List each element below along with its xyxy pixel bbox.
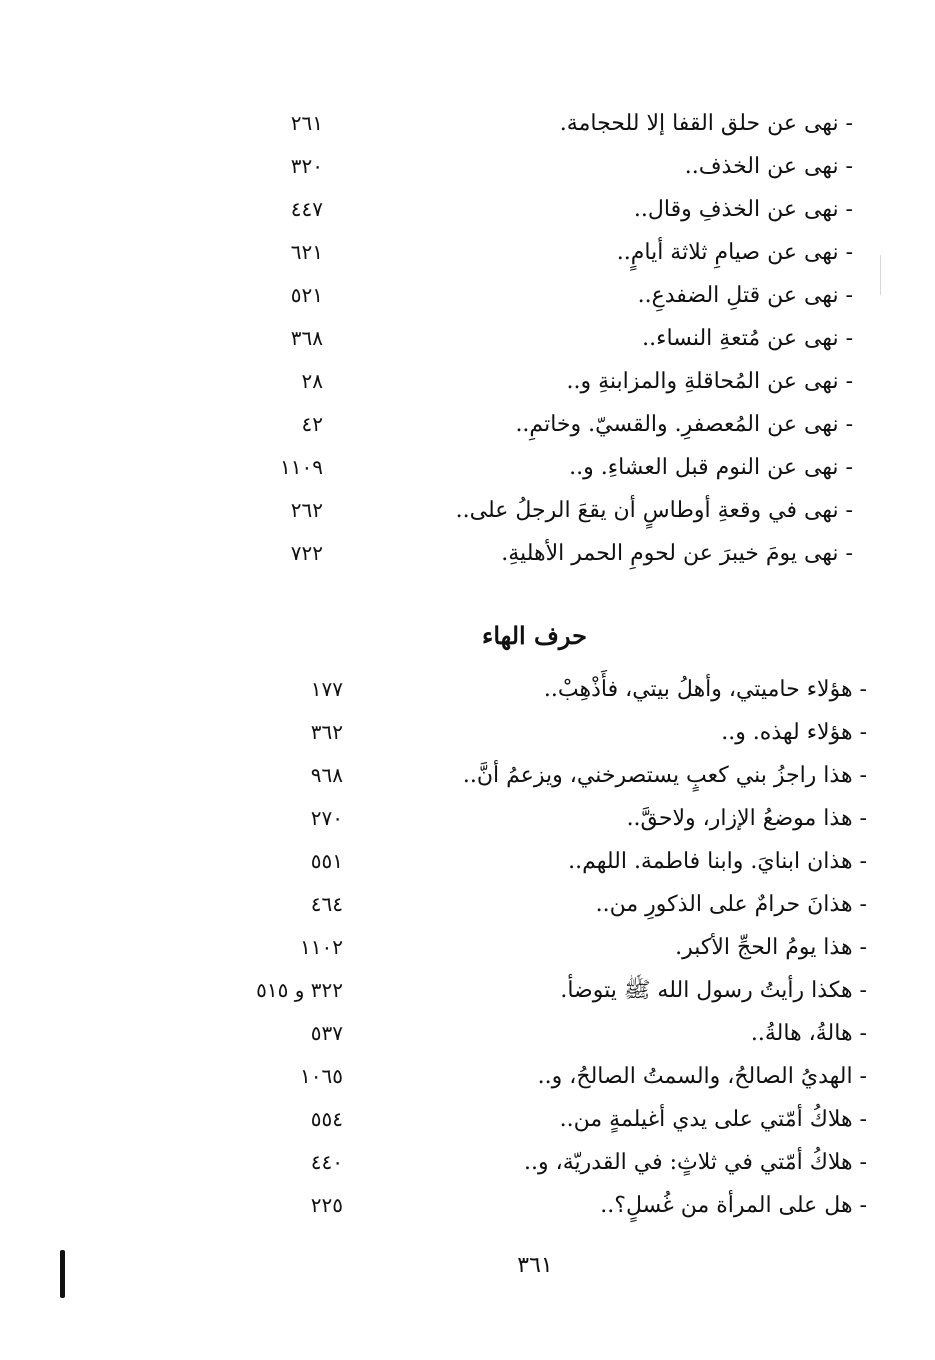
entry-page-number: ٤٢: [301, 412, 323, 436]
entry-page-number: ٥٢١: [290, 283, 323, 307]
entry-page-number: ٤٦٤: [310, 892, 343, 916]
entry-page-number: ١٧٧: [310, 677, 343, 701]
entry-page-number: ٤٤٠: [310, 1150, 343, 1174]
entry-page-number: ٣٢٢ و ٥١٥: [256, 978, 343, 1002]
entry-text: - نهى عن الخذف..: [684, 154, 853, 179]
entry-text: - نهى عن المُحاقلةِ والمزابنةِ و..: [566, 369, 853, 394]
entry-text: - هالةُ، هالةُ..: [750, 1021, 867, 1046]
entry-page-number: ٣٦٨: [290, 326, 323, 350]
entry-page-number: ٢٨: [301, 369, 323, 393]
entry-page-number: ١١٠٢: [300, 935, 343, 959]
entry-text: - هكذا رأيتُ رسول الله ﷺ يتوضأ.: [560, 978, 867, 1003]
entry-text: - نهى عن الخذفِ وقال..: [633, 197, 853, 222]
entry-page-number: ٣٢٠: [290, 154, 323, 178]
entry-page-number: ١١٠٩: [280, 455, 323, 479]
entry-page-number: ٥٣٧: [310, 1021, 343, 1045]
entry-page-number: ٥٥١: [310, 849, 343, 873]
entry-text: - نهى عن المُعصفرِ. والقسيّ. وخاتمِ..: [515, 412, 853, 437]
entry-text: - هؤلاء لهذه. و..: [721, 720, 867, 745]
entry-text: - هذا يومُ الحجِّ الأكبر.: [675, 935, 867, 960]
entry-page-number: ٤٤٧: [290, 197, 323, 221]
page-number: ٣٦١: [517, 1253, 553, 1278]
entry-page-number: ٢٦٢: [290, 498, 323, 522]
entry-text: - نهى عن صيامِ ثلاثة أيامٍ..: [616, 240, 853, 265]
entry-text: - هل على المرأة من غُسلٍ؟..: [600, 1193, 867, 1218]
entry-text: - هؤلاء حاميتي، وأهلُ بيتي، فأَذْهِبْ..: [543, 677, 867, 702]
entry-page-number: ٢٧٠: [310, 806, 343, 830]
entry-text: - هذان ابنايَ. وابنا فاطمة. اللهم..: [568, 849, 867, 874]
entry-text: - هلاكُ أمّتي في ثلاثٍ: في القدريّة، و..: [524, 1150, 867, 1175]
entry-text: - نهى عن حلق القفا إلا للحجامة.: [559, 111, 853, 136]
entry-text: - نهى عن قتلِ الضفدعِ..: [637, 283, 853, 308]
entry-text: - نهى عن مُتعةِ النساء..: [642, 326, 853, 351]
entry-text: - الهديُ الصالحُ، والسمتُ الصالحُ، و..: [537, 1064, 867, 1089]
entry-page-number: ٢٦١: [290, 111, 323, 135]
entry-text: - هذا راجزُ بني كعبٍ يستصرخني، ويزعمُ أنَّ..: [462, 763, 867, 788]
entry-text: - هذا موضعُ الإزار، ولاحقَّ..: [626, 806, 867, 831]
entry-text: - نهى عن النوم قبل العشاءِ. و..: [569, 455, 853, 480]
entry-text: - نهى يومَ خيبرَ عن لحومِ الحمر الأهليةِ.: [501, 541, 853, 566]
entry-text: - هذانَ حرامٌ على الذكورِ من..: [595, 892, 867, 917]
entry-page-number: ٦٢١: [290, 240, 323, 264]
page-edge-mark: [60, 1250, 65, 1298]
entry-page-number: ٧٢٢: [290, 541, 323, 565]
entry-text: - هلاكُ أمّتي على يدي أغيلمةٍ من..: [559, 1107, 867, 1132]
entry-page-number: ٣٦٢: [310, 720, 343, 744]
entry-page-number: ٥٥٤: [310, 1107, 343, 1131]
entry-page-number: ١٠٦٥: [300, 1064, 343, 1088]
section-heading: حرف الهاء: [482, 621, 587, 650]
entry-page-number: ٩٦٨: [310, 763, 343, 787]
entry-text: - نهى في وقعةِ أوطاسٍ أن يقعَ الرجلُ على..: [455, 498, 853, 523]
entry-page-number: ٢٢٥: [310, 1193, 343, 1217]
